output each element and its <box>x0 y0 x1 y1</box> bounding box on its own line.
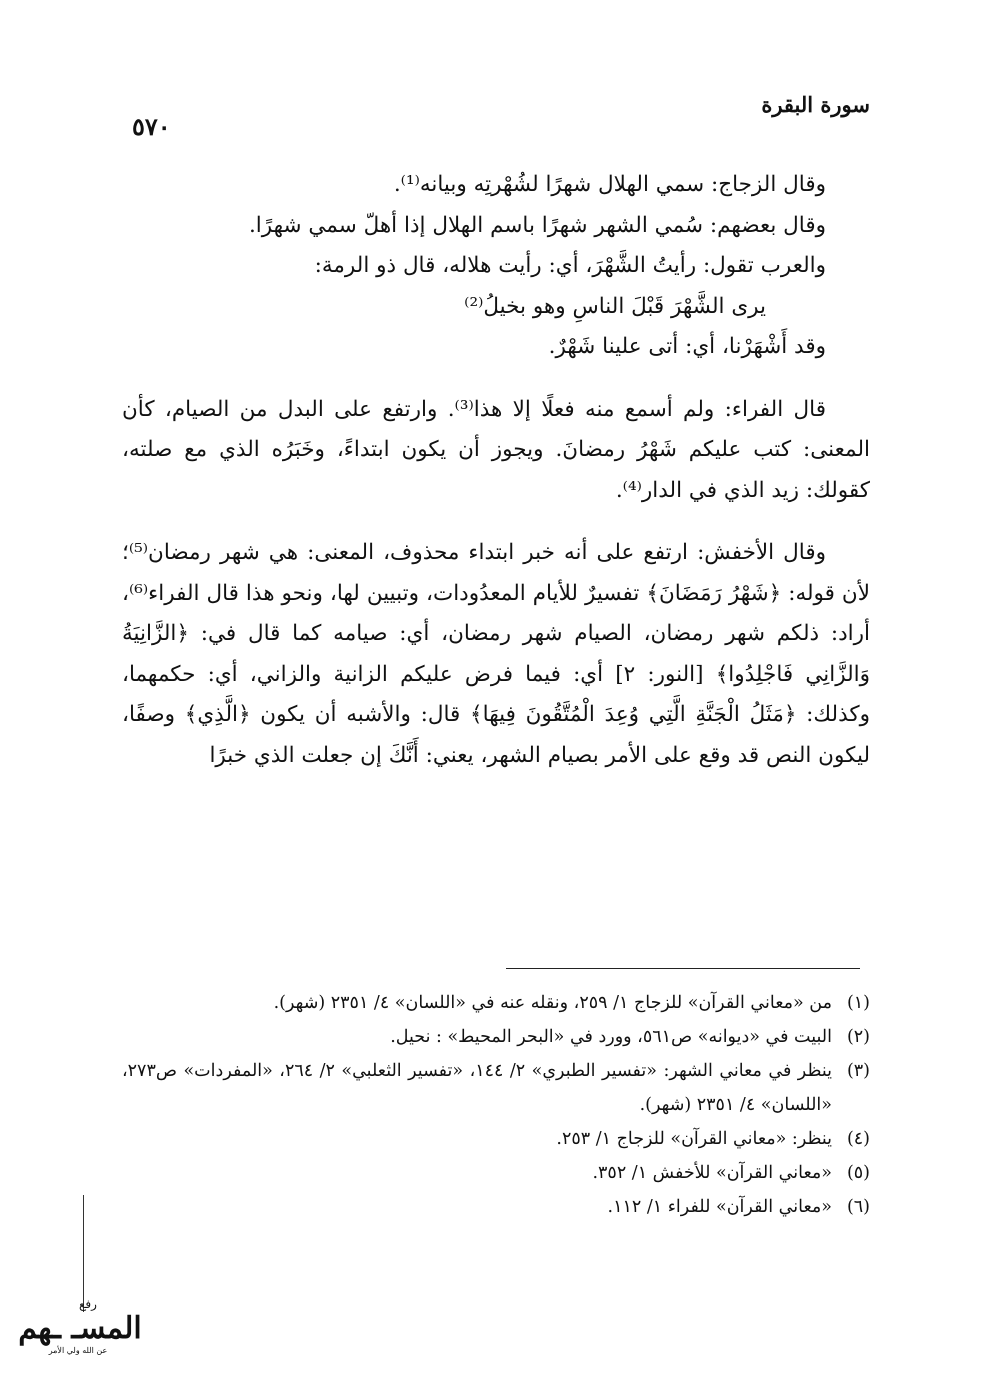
footnote-text: «معاني القرآن» للفراء ١/ ١١٢. <box>607 1197 832 1217</box>
logo-caption: عن الله ولي الأمر <box>48 1346 108 1355</box>
logo-small-text: رفع <box>79 1297 97 1311</box>
footnote-item <box>122 986 870 1020</box>
footnote-separator <box>506 968 860 969</box>
footnotes <box>122 986 870 1224</box>
footnote-number: (١) <box>846 993 870 1013</box>
page-number: ٥٧٠ <box>132 112 171 141</box>
paragraph-arabs-say: والعرب تقول: رأيتُ الشَّهْرَ، أي: رأيت هلاله، قال ذو الرمة: <box>314 253 826 278</box>
footnote-text: من «معاني القرآن» للزجاج ١/ ٢٥٩، ونقله عنه في «اللسان» ٤/ ٢٣٥١ (شهر). <box>273 993 832 1013</box>
logo-main-text: المسـ ـهم <box>18 1311 142 1346</box>
footnote-number: (٣) <box>846 1061 870 1081</box>
paragraph-zajjaj: وقال الزجاج: سمي الهلال شهرًا لشُهْرتِه وبيانه⁽¹⁾. <box>393 172 826 197</box>
paragraph-some-said: وقال بعضهم: سُمي الشهر شهرًا باسم الهلال إذا أهلّ سمي شهرًا. <box>248 212 826 238</box>
poetry-verse: يرى الشَّهْرَ قَبْلَ الناسِ وهو بخيلُ⁽²⁾ <box>464 293 766 319</box>
footnote-text: «معاني القرآن» للأخفش ١/ ٣٥٢. <box>592 1163 832 1183</box>
footnote-item <box>122 1122 870 1156</box>
footnote-number: (٦) <box>846 1197 870 1217</box>
footnote-number: (٢) <box>846 1027 870 1047</box>
footnote-number: (٤) <box>846 1129 870 1149</box>
paragraph-ashharna: وقد أَشْهَرْنا، أي: أتى علينا شَهْرٌ. <box>548 334 826 359</box>
footnote-item <box>122 1020 870 1054</box>
chapter-title: سورة البقرة <box>761 92 870 117</box>
footnote-text: ينظر: «معاني القرآن» للزجاج ١/ ٢٥٣. <box>556 1129 832 1149</box>
page-header <box>130 92 870 152</box>
footnote-text: البيت في «ديوانه» ص٥٦١، وورد في «البحر المحيط» : نحيل. <box>390 1027 832 1047</box>
footnote-text: ينظر في معاني الشهر: «تفسير الطبري» ٢/ ١٤٤، «تفسير الثعلبي» ٢/ ٢٦٤، «المفردات» ص٢٧٣، «اللسان» ٤/ ٢٣٥١ (شهر). <box>122 1061 832 1115</box>
footnote-number: (٥) <box>846 1163 870 1183</box>
footnote-item <box>122 1190 870 1224</box>
footnote-item <box>122 1054 870 1122</box>
footnote-item <box>122 1156 870 1190</box>
calligraphy-logo <box>10 1290 150 1360</box>
paragraph-farra: قال الفراء: ولم أسمع منه فعلًا إلا هذا⁽³⁾. وارتفع على البدل من الصيام، كأن المعنى: كتب عليكم شَهْرُ رمضانَ. ويجوز أن يكون ابتداءً، وخَبَرُه الذي مع صلته، كقولك: زيد الذي في الدار⁽⁴⁾. <box>122 396 870 503</box>
main-text <box>122 165 870 776</box>
paragraph-akhfash: وقال الأخفش: ارتفع على أنه خبر ابتداء محذوف، المعنى: هي شهر رمضان⁽⁵⁾؛ لأن قوله: ﴿شَهْرُ رَمَضَانَ﴾ تفسيرٌ للأيام المعدُودات، وتبيين لها، ونحو هذا قال الفراء⁽⁶⁾، أراد: ذلكم شهر رمضان، الصيام شهر رمضان، أي: صيامه كما قال في: ﴿الزَّانِيَةُ وَالزَّانِي فَاجْلِدُوا﴾ [النور: ٢] أي: فيما فرض عليكم الزانية والزاني، أي: حكمهما، وكذلك: ﴿مَثَلُ الْجَنَّةِ الَّتِي وُعِدَ الْمُتَّقُونَ فِيهَا﴾ قال: والأشبه أن يكون ﴿الَّذِي﴾ وصفًا، ليكون النص قد وقع على الأمر بصيام الشهر، يعني: أَنَّكَ إن جعلت الذي خبرًا <box>122 540 870 768</box>
